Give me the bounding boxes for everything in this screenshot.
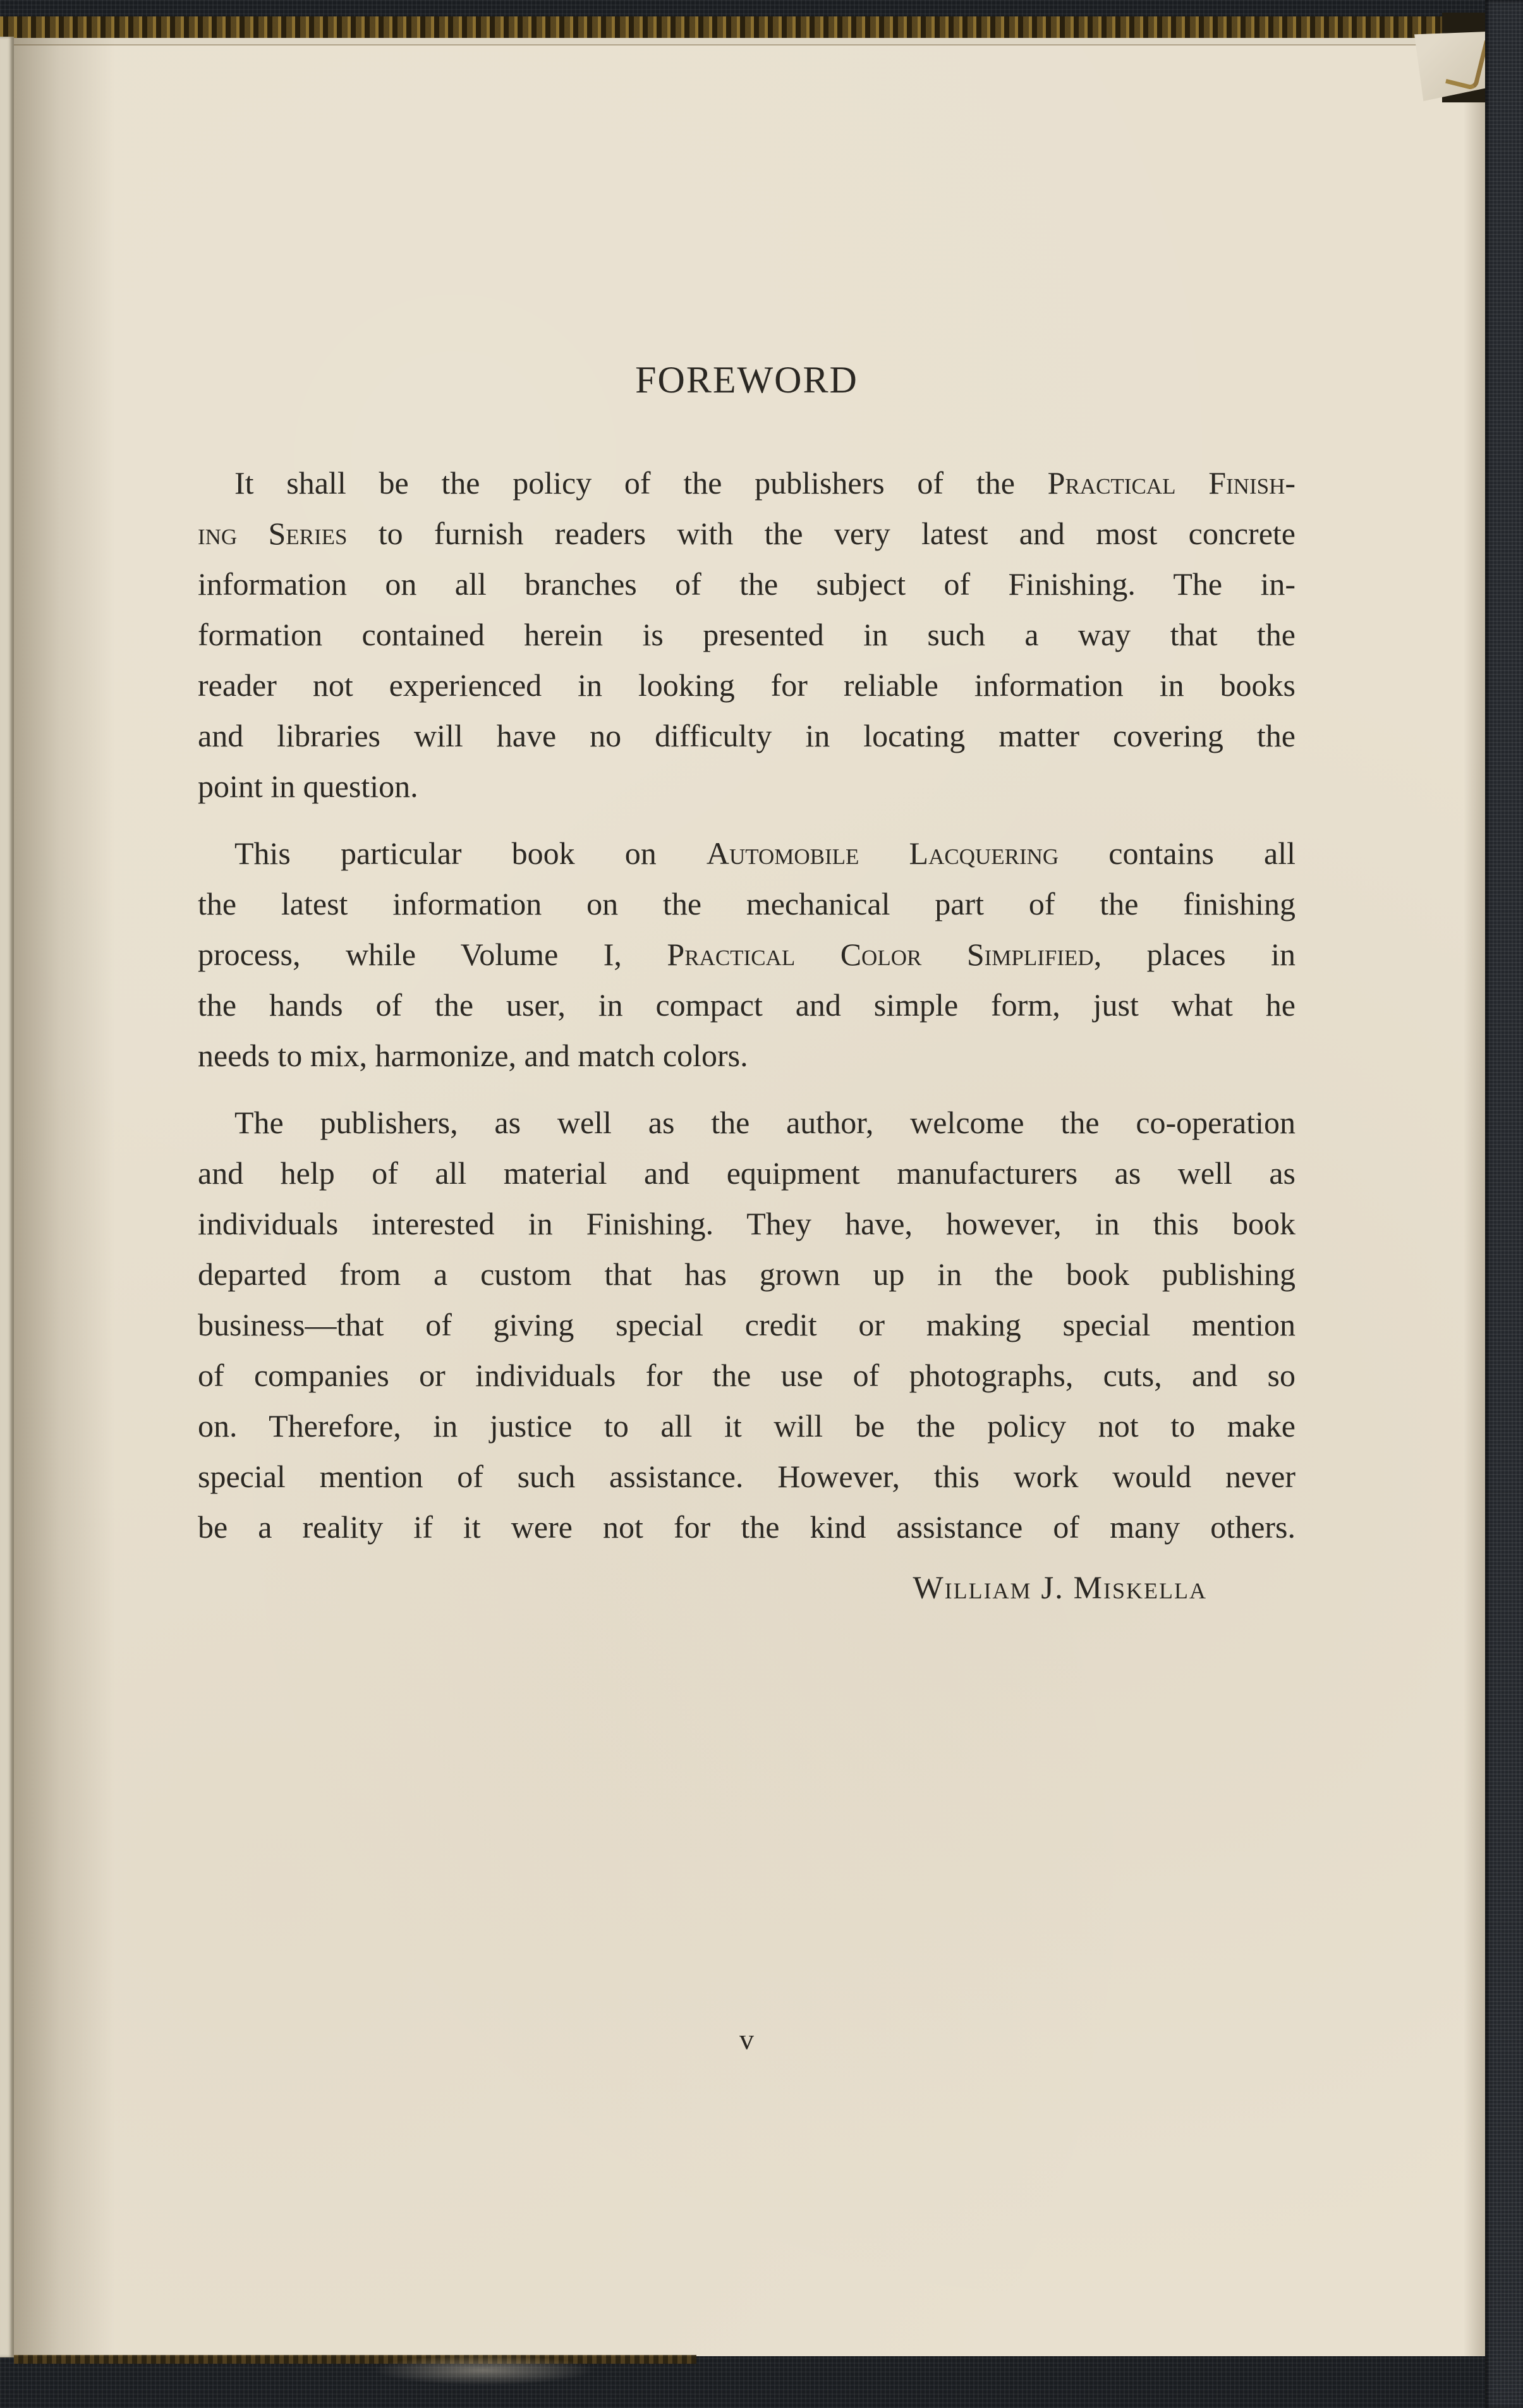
- text-run: This particular book on: [234, 836, 707, 871]
- paragraph: [198, 828, 1295, 1081]
- text-line: [198, 1502, 1295, 1552]
- text-run: and libraries will have no difficulty in locating matter covering the: [198, 718, 1295, 753]
- bottom-smudge: [373, 2355, 594, 2385]
- small-caps-run: ing Series: [198, 516, 348, 551]
- text-run: departed from a custom that has grown up in the book publishing: [198, 1256, 1295, 1292]
- text-run: the hands of the user, in compact and simple form, just what he: [198, 987, 1295, 1023]
- text-run: special mention of such assistance. However, this work would never: [198, 1459, 1295, 1494]
- text-run: business—that of giving special credit or making special mention: [198, 1307, 1295, 1342]
- text-line: [198, 1350, 1295, 1401]
- text-run: process, while Volume I,: [198, 937, 667, 972]
- small-caps-run: Practical Color Simplified: [667, 937, 1094, 972]
- small-caps-run: Automobile Lacquering: [706, 836, 1059, 871]
- text-run: of companies or individuals for the use of photographs, cuts, and so: [198, 1358, 1295, 1393]
- text-run: , places in: [1093, 937, 1295, 972]
- text-run: needs to mix, harmonize, and match colors.: [198, 1038, 748, 1073]
- text-run: point in question.: [198, 769, 418, 804]
- page-title: FOREWORD: [635, 359, 858, 401]
- foreword-paragraphs: [198, 458, 1295, 1552]
- text-line: [198, 1030, 1295, 1081]
- foreword-content: [198, 360, 1295, 1608]
- text-line: [198, 660, 1295, 710]
- text-line: [198, 828, 1295, 879]
- text-line: [198, 1198, 1295, 1249]
- text-line: [198, 559, 1295, 609]
- text-line: [198, 609, 1295, 660]
- text-run: the latest information on the mechanical part of the finishing: [198, 886, 1295, 921]
- text-run: and help of all material and equipment manufacturers as well as: [198, 1155, 1295, 1191]
- text-run: individuals interested in Finishing. They have, however, in this book: [198, 1206, 1295, 1241]
- small-caps-run: Practical Finish-: [1047, 465, 1295, 501]
- author-signature: William J. Miskella: [913, 1571, 1207, 1606]
- text-line: [198, 1401, 1295, 1451]
- page-right-shade: [1464, 38, 1485, 2356]
- bottom-page-edges: [14, 2355, 696, 2364]
- paragraph: [198, 1097, 1295, 1552]
- text-run: be a reality if it were not for the kind assistance of many others.: [198, 1509, 1295, 1545]
- page-number: v: [739, 2023, 754, 2055]
- text-line: [198, 1148, 1295, 1198]
- text-line: [198, 879, 1295, 929]
- text-line: [198, 761, 1295, 812]
- text-run: to furnish readers with the very latest and most concrete: [347, 516, 1295, 551]
- underleaf-edge: [14, 38, 1485, 46]
- text-line: [198, 929, 1295, 980]
- corner-wire: [1445, 33, 1489, 91]
- text-line: [198, 508, 1295, 559]
- text-line: [198, 1097, 1295, 1148]
- text-line: [198, 1451, 1295, 1502]
- text-line: [198, 980, 1295, 1030]
- paragraph: [198, 458, 1295, 812]
- text-run: contains all: [1059, 836, 1295, 871]
- text-run: The publishers, as well as the author, welcome the co-operation: [234, 1105, 1295, 1140]
- text-run: formation contained herein is presented in such a way that the: [198, 617, 1295, 652]
- text-line: [198, 710, 1295, 761]
- gutter-shadow: [14, 38, 115, 2356]
- text-run: It shall be the policy of the publishers of the: [234, 465, 1048, 501]
- text-line: [198, 1249, 1295, 1299]
- text-run: information on all branches of the subject of Finishing. The in-: [198, 566, 1295, 602]
- text-line: [198, 1299, 1295, 1350]
- facing-page-edge: [0, 37, 14, 2357]
- text-run: reader not experienced in looking for reliable information in books: [198, 667, 1295, 703]
- text-run: on. Therefore, in justice to all it will be the policy not to make: [198, 1408, 1295, 1444]
- book-cover-right: [1485, 0, 1523, 2408]
- text-line: [198, 458, 1295, 508]
- book-top-page-edges: [0, 16, 1489, 40]
- book-page: [14, 38, 1485, 2356]
